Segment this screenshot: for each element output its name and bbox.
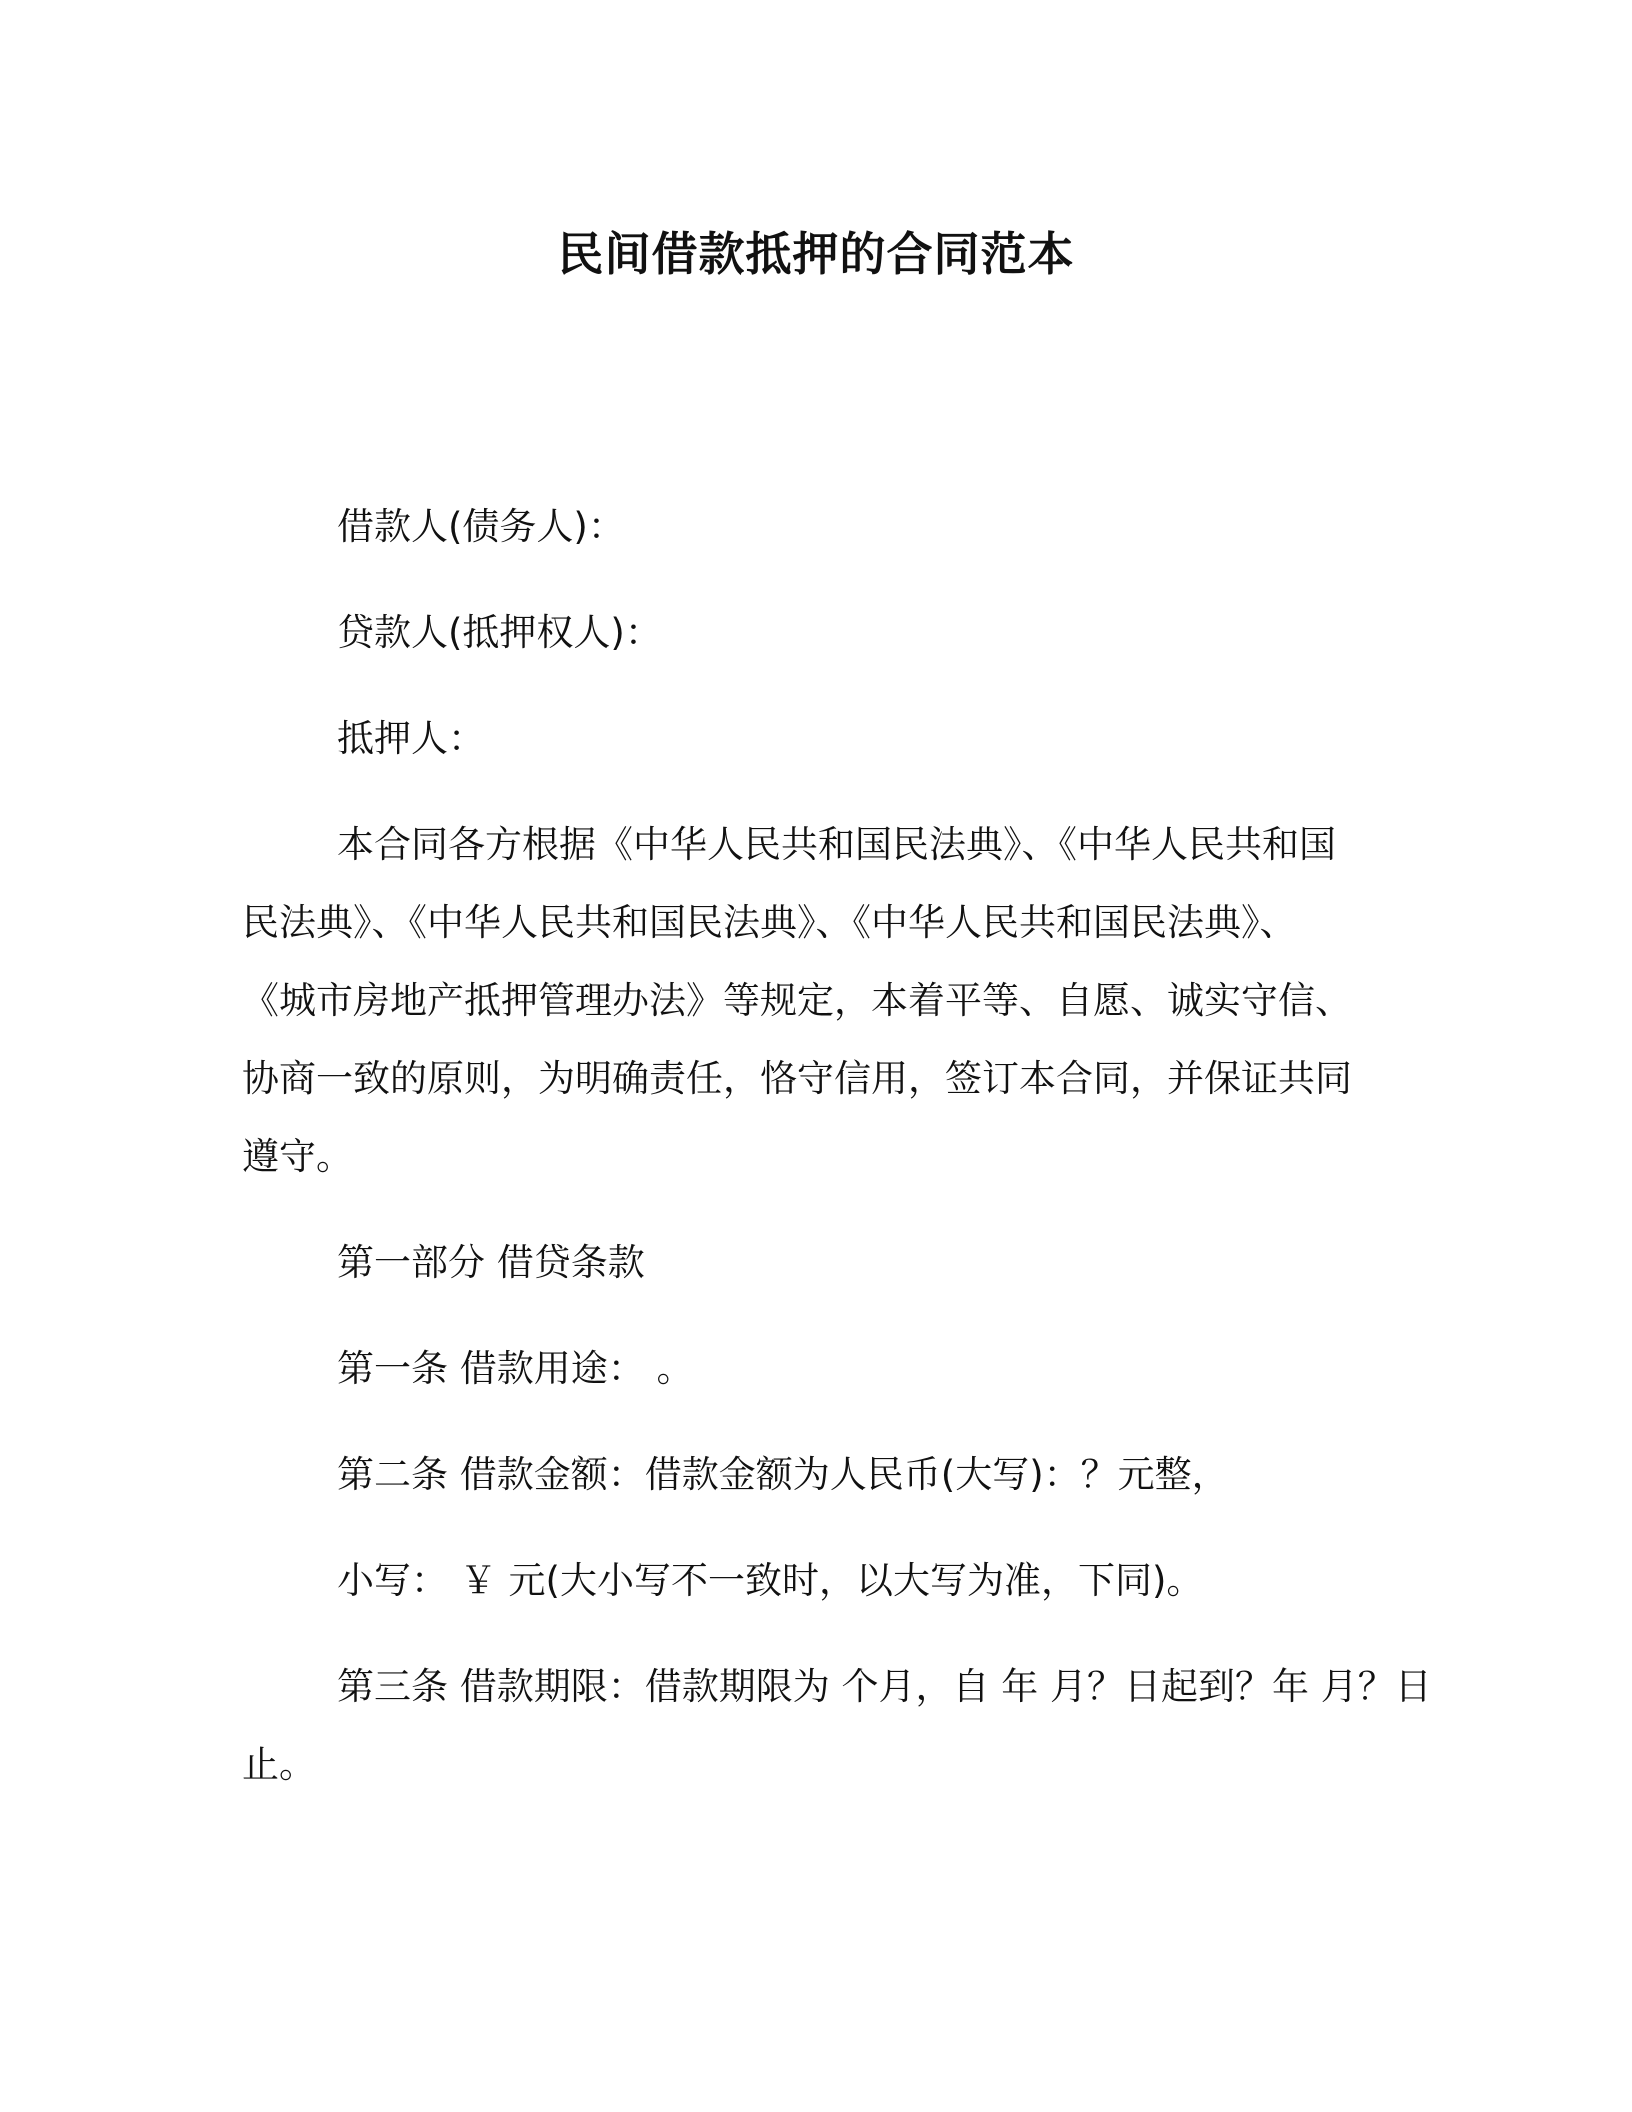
article-one: 第一条 借款用途： 。 [337,1347,694,1390]
article-three-line: 第三条 借款期限：借款期限为 个月，自 年 月？日起到？年 月？日 [337,1665,1432,1708]
preamble-line: 协商一致的原则，为明确责任，恪守信用，签订本合同，并保证共同 [242,1057,1352,1100]
mortgagor-field: 抵押人： [337,717,485,760]
preamble-line: 本合同各方根据《中华人民共和国民法典》、《中华人民共和国 [337,823,1336,866]
preamble-line: 民法典》、《中华人民共和国民法典》、《中华人民共和国民法典》、 [242,901,1297,944]
article-two: 第二条 借款金额：借款金额为人民币(大写)：？元整， [337,1453,1229,1496]
article-three [242,1648,1432,1804]
borrower-field: 借款人(债务人)： [337,505,625,548]
amount-lowercase: 小写： ￥ 元(大小写不一致时，以大写为准，下同)。 [337,1559,1204,1602]
preamble-line: 遵守。 [242,1135,353,1178]
document-body [242,488,1432,1832]
lender-field: 贷款人(抵押权人)： [337,611,662,654]
preamble-paragraph [242,806,1392,1196]
preamble-line: 《城市房地产抵押管理办法》等规定，本着平等、自愿、诚实守信、 [242,979,1352,1022]
article-three-line: 止。 [242,1743,316,1786]
part-one-heading: 第一部分 借贷条款 [337,1241,645,1284]
document-title: 民间借款抵押的合同范本 [557,227,1075,281]
